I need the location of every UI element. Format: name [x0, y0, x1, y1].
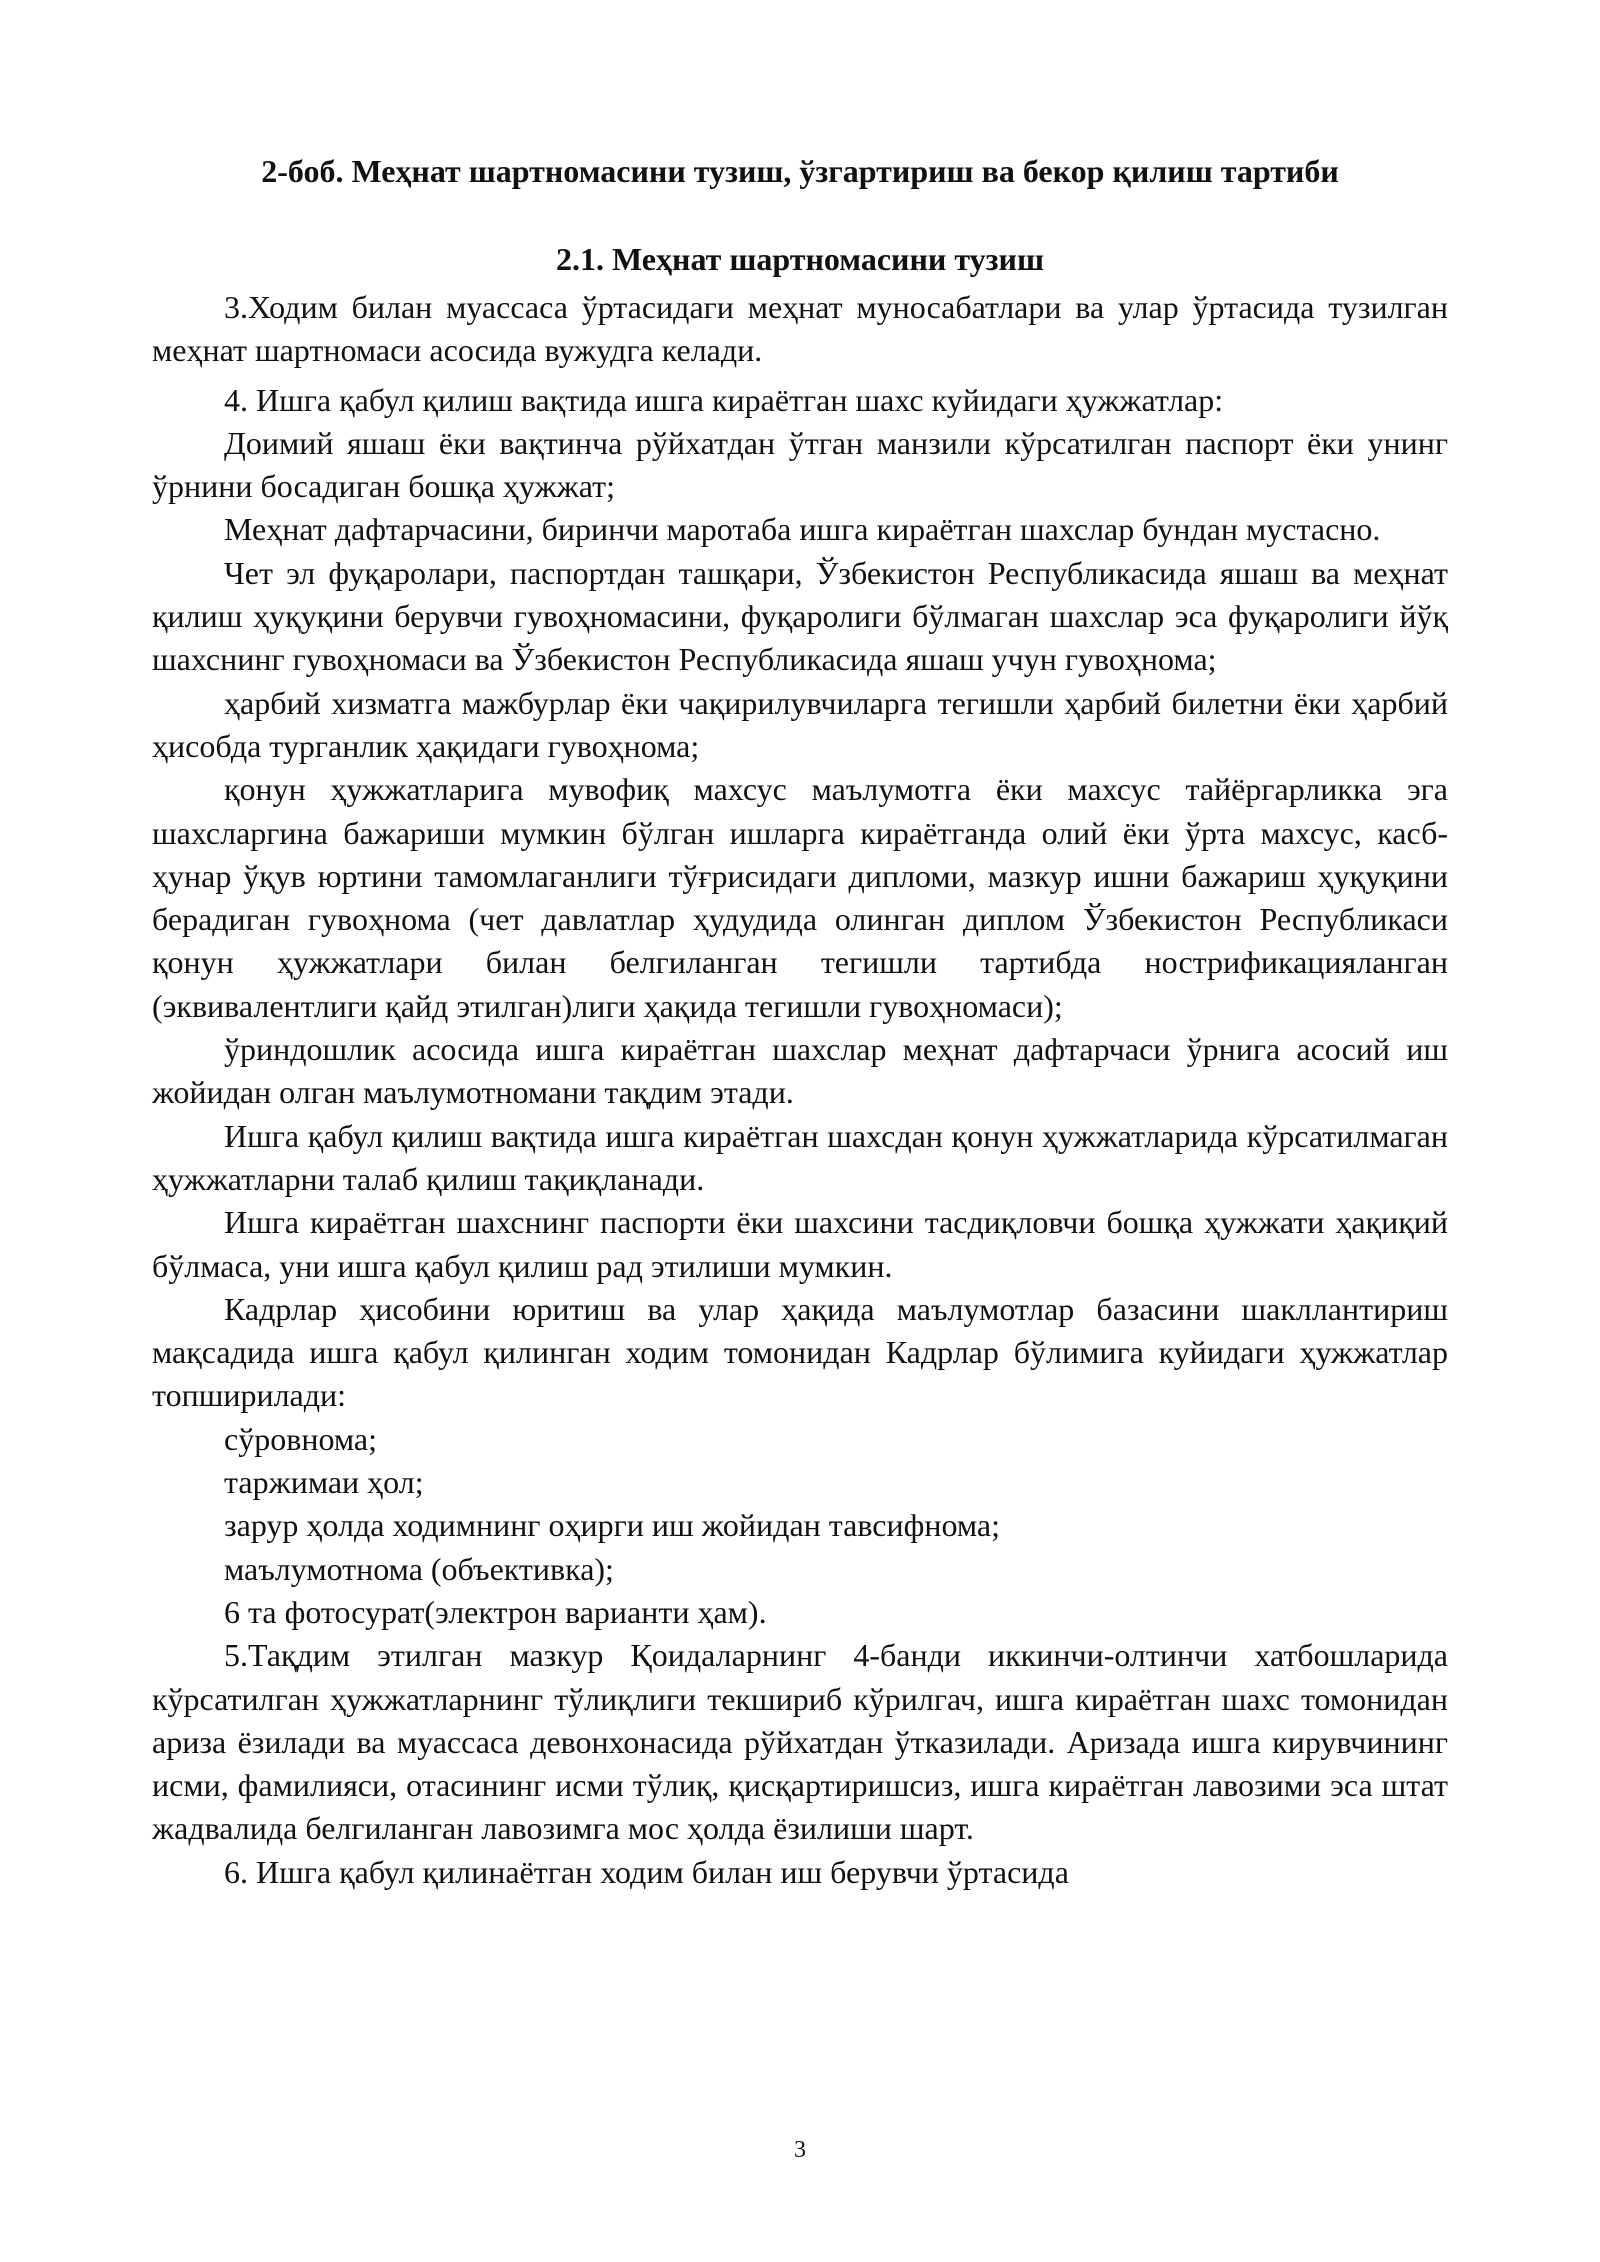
list-item-questionnaire: сўровнома; [224, 1420, 377, 1457]
paragraph-5: 5.Тақдим этилган мазкур Қоидаларнинг 4-банди иккинчи-олтинчи хатбошларида кўрсатилган ҳужжатларнинг тўлиқлиги текшириб кўрилгач, ишга кираётган шахс томонидан ариза ёзилади ва муассаса девонхонасида рўйхатдан ўтказилади. Аризада ишга кирувчининг исми, фамилияси, отасининг исми тўлиқ, қисқартиришсиз, ишга кираётган лавозими эса штат жадвалида белгиланган лавозимга мос ҳолда ёзилиши шарт. [152, 1637, 1448, 1847]
body-text [152, 286, 1448, 1894]
paragraph-personnel-records: Кадрлар ҳисобини юритиш ва улар ҳақида маълумотлар базасини шакллантириш мақсадида ишга қабул қилинган ходим томонидан Кадрлар бўлимига куйидаги ҳужжатлар топширилади: [152, 1290, 1448, 1414]
list-item-workbook: Меҳнат дафтарчасини, биринчи маротаба ишга кираётган шахслар бундан мустасно. [224, 511, 1381, 548]
list-item-passport: Доимий яшаш ёки вақтинча рўйхатдан ўтган манзили кўрсатилган паспорт ёки унинг ўрнини босадиган бошқа ҳужжат; [152, 424, 1448, 505]
list-item-military: ҳарбий хизматга мажбурлар ёки чақирилувчиларга тегишли ҳарбий билетни ёки ҳарбий ҳисобда турганлик ҳақидаги гувоҳнома; [152, 684, 1448, 764]
list-item-foreign-citizens: Чет эл фуқаролари, паспортдан ташқари, Ўзбекистон Республикасида яшаш ва меҳнат қилиш ҳуқуқини берувчи гувоҳномасини, фуқаролиги бўлмаган шахслар эса фуқаролиги йўқ шахснинг гувоҳномаси ва Ўзбекистон Республикасида яшаш учун гувоҳнома; [152, 554, 1448, 678]
list-item-diploma: қонун ҳужжатларига мувофиқ махсус маълумотга ёки махсус тайёргарликка эга шахсларгина бажариши мумкин бўлган ишларга кираётганда олий ёки ўрта махсус, касб-ҳунар ўқув юртини тамомлаганлиги тўғрисидаги дипломи, мазкур ишни бажариш ҳуқуқини берадиган гувоҳнома (чет давлатлар ҳудудида олинган диплом Ўзбекистон Республикаси қонун ҳужжатлари билан белгиланган тегишли тартибда нострификацияланган (эквивалентлиги қайд этилган)лиги ҳақида тегишли гувоҳномаси); [152, 771, 1448, 1024]
list-item-reference: зарур ҳолда ходимнинг оҳирги иш жойидан тавсифнома; [224, 1507, 1000, 1544]
chapter-title: 2-боб. Меҳнат шартномасини тузиш, ўзгартириш ва бекор қилиш тартиби [261, 153, 1339, 189]
list-item-part-time: ўриндошлик асосида ишга кираётган шахслар меҳнат дафтарчаси ўрнига асосий иш жойидан олган маълумотномани тақдим этади. [152, 1031, 1448, 1111]
paragraph-4: 4. Ишга қабул қилиш вақтида ишга кираётган шахс куйидаги ҳужжатлар: [224, 381, 1224, 418]
paragraph-prohibition: Ишга қабул қилиш вақтида ишга кираётган шахсдан қонун ҳужжатларида кўрсатилмаган ҳужжатларни талаб қилиш тақиқланади. [152, 1117, 1448, 1197]
page-number: 3 [794, 2137, 806, 2163]
section-title: 2.1. Меҳнат шартномасини тузиш [556, 241, 1044, 277]
paragraph-3: 3.Ходим билан муассаса ўртасидаги меҳнат муносабатлари ва улар ўртасида тузилган меҳнат шартномаси асосида вужудга келади. [152, 289, 1448, 369]
list-item-objective: маълумотнома (объективка); [224, 1550, 614, 1587]
list-item-photos: 6 та фотосурат(электрон варианти ҳам). [224, 1593, 767, 1630]
paragraph-6: 6. Ишга қабул қилинаётган ходим билан иш берувчи ўртасида [224, 1853, 1069, 1890]
page-content [152, 150, 1448, 1894]
paragraph-refusal: Ишга кираётган шахснинг паспорти ёки шахсини тасдиқловчи бошқа ҳужжати ҳақиқий бўлмаса, уни ишга қабул қилиш рад этилиши мумкин. [152, 1204, 1448, 1284]
list-item-cv: таржимаи ҳол; [224, 1464, 424, 1501]
